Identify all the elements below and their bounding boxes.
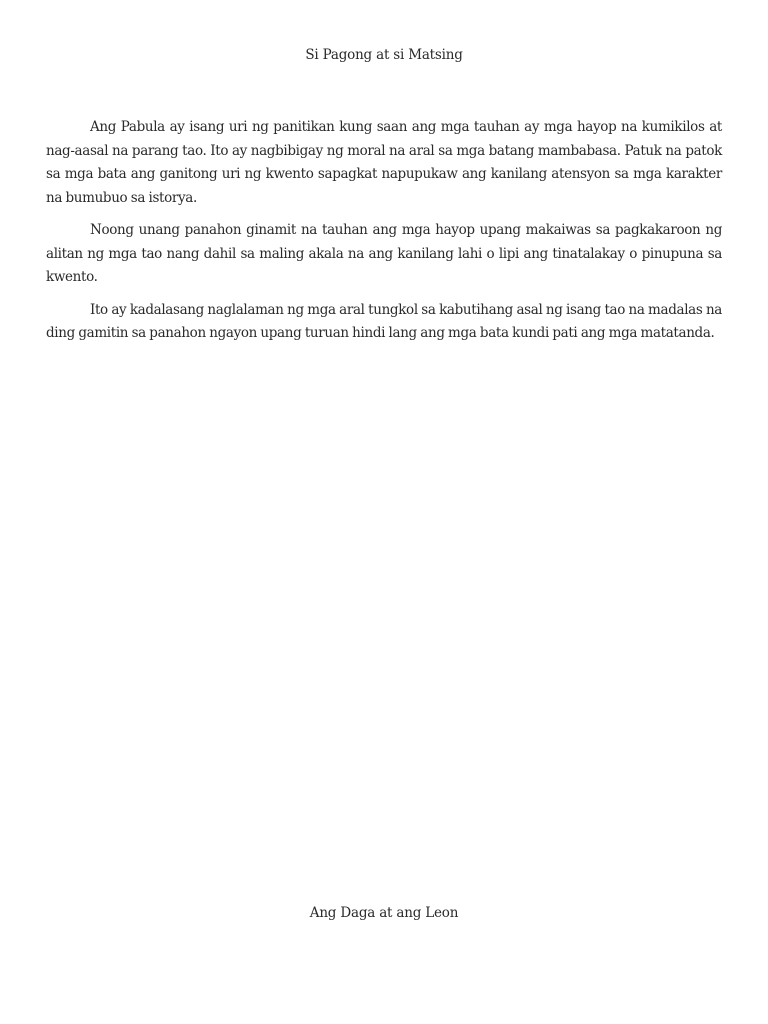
paragraph-1: Ang Pabula ay isang uri ng panitikan kung saan ang mga tauhan ay mga hayop na kumikilos at nag-aasal na parang tao. Ito ay nagbibigay ng moral na aral sa mga batang mambabasa. Patuk na patok sa mga bata ang ganitong uri ng kwento sapagkat napupukaw ang kanilang atensyon sa mga karakter na bumubuo sa istorya.: [46, 119, 722, 206]
section-title: Ang Daga at ang Leon: [309, 905, 459, 921]
paragraph-2: Noong unang panahon ginamit na tauhan ang mga hayop upang makaiwas sa pagkakaroon ng alitan ng mga tao nang dahil sa maling akala na ang kanilang lahi o lipi ang tinatalakay o pinupuna sa kwento.: [46, 222, 722, 285]
body-text: [46, 116, 722, 355]
page-title: Si Pagong at si Matsing: [305, 47, 463, 63]
paragraph-3: Ito ay kadalasang naglalaman ng mga aral tungkol sa kabutihang asal ng isang tao na madalas na ding gamitin sa panahon ngayon upang turuan hindi lang ang mga bata kundi pati ang mga matatanda.: [46, 301, 722, 341]
